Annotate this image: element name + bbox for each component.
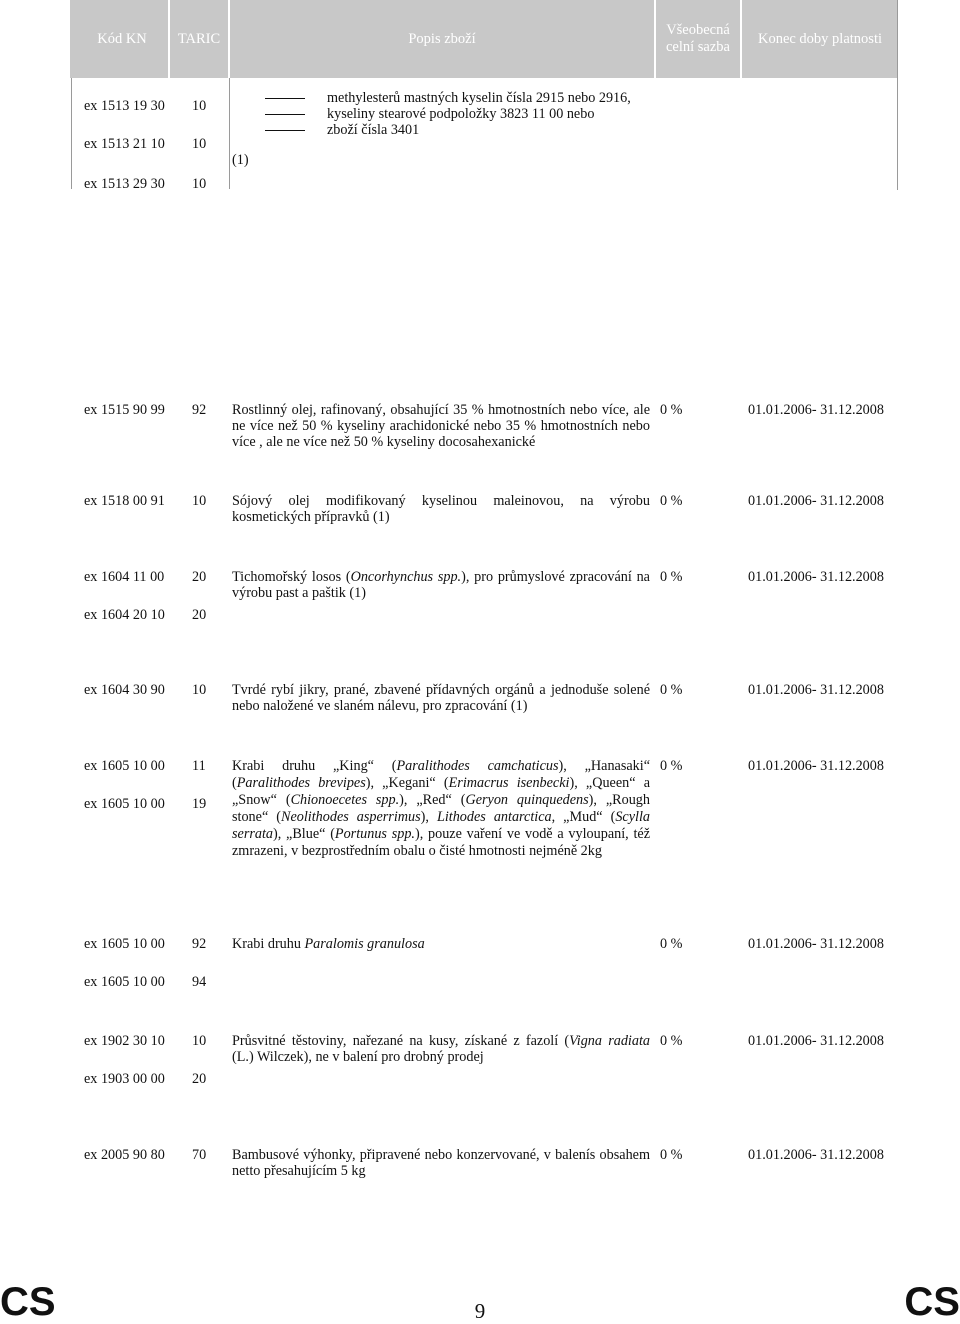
sub-item-text: zboží čísla 3401 [327,122,420,138]
sub-item-list [265,90,645,138]
sub-item-text: methylesterů mastných kyselin čísla 2915 nebo 2916, [327,90,631,106]
page-number: 9 [474,1299,486,1323]
duty-rate: 0 % [660,1033,683,1049]
description-text: Tvrdé rybí jikry, prané, zbavené přídavných orgánů a jednoduše solené nebo naložené ve slaném nálevu, pro zpracování (1) [232,682,650,714]
duty-rate: 0 % [660,936,683,952]
footer-language-right: CS [904,1280,960,1324]
kn-code: ex 1605 10 00 [84,758,165,774]
sub-item [265,106,645,122]
kn-code: ex 1513 19 30 [84,98,165,114]
kn-code: ex 1513 29 30 [84,176,165,192]
dash-mark [265,98,305,99]
taric-code: 10 [192,493,207,509]
taric-code: 10 [192,98,207,114]
taric-code: 11 [192,758,206,774]
duty-rate: 0 % [660,493,683,509]
taric-code: 20 [192,1071,207,1087]
description: Průsvitné těstoviny, nařezané na kusy, získané z fazolí (Vigna radiata (L.) Wilczek), ne v balení pro drobný prodej [232,1033,650,1065]
sub-item [265,90,645,106]
kn-code: ex 1604 30 90 [84,682,165,698]
description [232,1147,650,1179]
header-sazba-line1: Všeobecná [666,22,730,38]
kn-code: ex 1604 20 10 [84,607,165,623]
header-popis: Popis zboží [408,30,476,47]
kn-code: ex 1903 00 00 [84,1071,165,1087]
validity-period: 01.01.2006- 31.12.2008 [748,402,884,418]
duty-rate: 0 % [660,758,683,774]
table-row [0,493,960,527]
table-row [0,682,960,716]
taric-code: 70 [192,1147,207,1163]
kn-code: ex 1902 30 10 [84,1033,165,1049]
footnote-ref: (1) [232,152,249,168]
kn-code: ex 1513 21 10 [84,136,165,152]
taric-code: 19 [192,796,207,812]
kn-code: ex 1605 10 00 [84,974,165,990]
taric-code: 10 [192,176,207,192]
description [232,682,650,714]
validity-period: 01.01.2006- 31.12.2008 [748,682,884,698]
table-row [0,402,960,452]
taric-code: 94 [192,974,207,990]
sub-item-text: kyseliny stearové podpoložky 3823 11 00 nebo [327,106,595,122]
taric-code: 10 [192,1033,207,1049]
table-header [70,0,898,78]
taric-code: 92 [192,936,207,952]
description [232,402,650,450]
taric-code: 20 [192,607,207,623]
table-row [0,758,960,858]
validity-period: 01.01.2006- 31.12.2008 [748,493,884,509]
description-text: Bambusové výhonky, připravené nebo konzervované, v balenís obsahem netto přesahujícím 5 kg [232,1147,650,1179]
kn-code: ex 1605 10 00 [84,936,165,952]
kn-code: ex 1605 10 00 [84,796,165,812]
kn-code: ex 1515 90 99 [84,402,165,418]
table-row [0,936,960,992]
kn-code: ex 1604 11 00 [84,569,165,585]
duty-rate: 0 % [660,569,683,585]
validity-period: 01.01.2006- 31.12.2008 [748,1033,884,1049]
kn-code: ex 1518 00 91 [84,493,165,509]
validity-period: 01.01.2006- 31.12.2008 [748,1147,884,1163]
header-sazba-line2: celní sazba [665,39,730,55]
validity-period: 01.01.2006- 31.12.2008 [748,758,884,774]
description: Krabi druhu Paralomis granulosa [232,936,425,952]
duty-rate: 0 % [660,402,683,418]
table-row [0,1033,960,1089]
taric-code: 10 [192,136,207,152]
dash-mark [265,130,305,131]
table-row [0,90,960,198]
dash-mark [265,114,305,115]
validity-period: 01.01.2006- 31.12.2008 [748,936,884,952]
footer-language-left: CS [0,1280,56,1324]
description: Tichomořský losos (Oncorhynchus spp.), pro průmyslové zpracování na výrobu past a paštik (1) [232,569,650,601]
sub-item [265,122,645,138]
description: Krabi druhu „King“ (Paralithodes camchaticus), „Hanasaki“ (Paralithodes brevipes), „Kegani“ (Erimacrus isenbecki), „Queen“ a „Snow“ (Chionoecetes spp.), „Red“ (Geryon quinquedens), „Rough stone“ (Neolithodes asperrimus), Lithodes antarctica, „Mud“ (Scylla serrata), „Blue“ (Portunus spp.), pouze vaření ve vodě a vyloupaní, též zmrazeni, v bezprostředním obalu o čisté hmotnosti nejméně 2kg [232,758,651,859]
header-konec: Konec doby platnosti [757,30,883,47]
validity-period: 01.01.2006- 31.12.2008 [748,569,884,585]
header-kod-kn: Kód KN [97,30,147,47]
table-row [0,569,960,625]
description [232,493,650,525]
description-text: Rostlinný olej, rafinovaný, obsahující 35 % hmotnostních nebo více, ale ne více než 50 % kyseliny arachidonické nebo 35 % hmotnostních nebo více , ale ne více než 50 % kyseliny docosahexanické [232,402,650,450]
taric-code: 92 [192,402,207,418]
taric-code: 10 [192,682,207,698]
header-taric: TARIC [177,30,221,47]
kn-code: ex 2005 90 80 [84,1147,165,1163]
description-text: Sójový olej modifikovaný kyselinou maleinovou, na výrobu kosmetických přípravků (1) [232,493,650,525]
header-sazba [656,0,740,78]
taric-code: 20 [192,569,207,585]
duty-rate: 0 % [660,682,683,698]
table-row [0,1147,960,1181]
duty-rate: 0 % [660,1147,683,1163]
